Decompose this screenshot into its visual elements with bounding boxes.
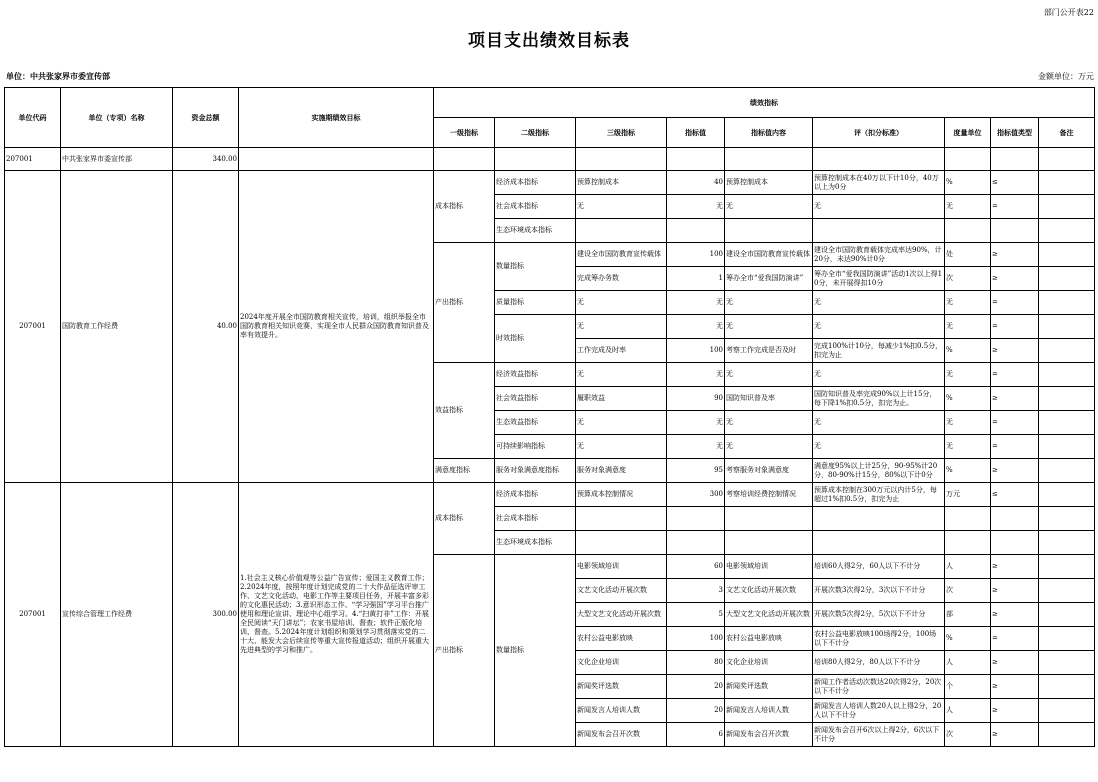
score-standard: 完成100%计10分，每减少1%扣0.5分，扣完为止 (813, 339, 945, 363)
score-standard: 建设全市国防教育载体完成率达90%，计20分，未达90%计0分 (813, 243, 945, 267)
indicator-content: 筹办全市“爱我国防演讲” (725, 267, 813, 291)
indicator-content: 文化企业培训 (725, 651, 813, 675)
indicator-value: 1 (667, 267, 725, 291)
project2-name: 宣传综合管理工作经费 (61, 483, 173, 747)
level2-indicator: 生态环境成本指标 (495, 219, 576, 243)
score-standard: 新闻工作者活动次数达20次得2分，20次以下不计分 (813, 675, 945, 699)
note-cell (1039, 219, 1095, 243)
note-cell (1039, 195, 1095, 219)
col-l3-header: 三级指标 (576, 118, 667, 148)
level3-indicator (576, 219, 667, 243)
indicator-value: 无 (667, 411, 725, 435)
note-cell (1039, 699, 1095, 723)
score-standard: 预算成本控制在300万元以内计5分，每超过1%扣0.5分，扣完为止 (813, 483, 945, 507)
level2-indicator: 时效指标 (495, 315, 576, 363)
level2-indicator: 社会成本指标 (495, 507, 576, 531)
indicator-value: 95 (667, 459, 725, 483)
indicator-value: 100 (667, 627, 725, 651)
indicator-content: 无 (725, 291, 813, 315)
note-cell (1039, 723, 1095, 747)
score-standard (813, 219, 945, 243)
performance-table (4, 87, 1095, 747)
level2-indicator: 经济成本指标 (495, 483, 576, 507)
value-type: ≥ (991, 579, 1039, 603)
value-type: ≥ (991, 555, 1039, 579)
indicator-content: 建设全市国防教育宣传载体 (725, 243, 813, 267)
indicator-value: 20 (667, 675, 725, 699)
measure-unit: 人 (945, 699, 991, 723)
col-goal-header: 实施期绩效目标 (239, 88, 434, 148)
indicator-content: 农村公益电影放映 (725, 627, 813, 651)
score-standard: 无 (813, 363, 945, 387)
indicator-value: 60 (667, 555, 725, 579)
measure-unit: 次 (945, 723, 991, 747)
score-standard: 新闻发布会召开6次以上得2分，6次以下不计分 (813, 723, 945, 747)
table-row (5, 171, 1095, 195)
indicator-value: 无 (667, 435, 725, 459)
value-type: ≥ (991, 459, 1039, 483)
level3-indicator: 电影领域培训 (576, 555, 667, 579)
level3-indicator: 履职效益 (576, 387, 667, 411)
indicator-value: 3 (667, 579, 725, 603)
score-standard: 预算控制成本在40万以下计10分，40万以上为0分 (813, 171, 945, 195)
measure-unit (945, 531, 991, 555)
indicator-content: 电影领域培训 (725, 555, 813, 579)
score-standard: 开展次数3次得2分，3次以下不计分 (813, 579, 945, 603)
note-cell (1039, 411, 1095, 435)
level2-indicator: 社会效益指标 (495, 387, 576, 411)
indicator-value: 300 (667, 483, 725, 507)
col-content-header: 指标值内容 (725, 118, 813, 148)
indicator-value: 100 (667, 243, 725, 267)
indicator-content: 考察工作完成是否及时 (725, 339, 813, 363)
value-type: = (991, 315, 1039, 339)
note-cell (1039, 315, 1095, 339)
indicator-content: 文艺文化活动开展次数 (725, 579, 813, 603)
indicator-value (667, 219, 725, 243)
level2-indicator: 数量指标 (495, 243, 576, 291)
indicator-value (667, 507, 725, 531)
corner-label: 部门公开表22 (1043, 8, 1094, 17)
note-cell (1039, 651, 1095, 675)
measure-unit: 万元 (945, 483, 991, 507)
dept-amount: 340.00 (173, 148, 239, 171)
note-cell (1039, 291, 1095, 315)
table-row (5, 483, 1095, 507)
score-standard: 无 (813, 435, 945, 459)
level3-indicator: 新闻发言人培训人数 (576, 699, 667, 723)
score-standard: 满意度95%以上计25分，90-95%计20分，80-90%计15分，80%以下计0分 (813, 459, 945, 483)
score-standard: 无 (813, 195, 945, 219)
indicator-content: 无 (725, 363, 813, 387)
indicator-content: 考察培训经费控制情况 (725, 483, 813, 507)
measure-unit: 处 (945, 243, 991, 267)
measure-unit: % (945, 627, 991, 651)
note-cell (1039, 603, 1095, 627)
score-standard (813, 531, 945, 555)
indicator-value: 20 (667, 699, 725, 723)
score-standard: 新闻发言人培训人数20人以上得2分，20人以下不计分 (813, 699, 945, 723)
level3-indicator: 工作完成及时率 (576, 339, 667, 363)
value-type: ≥ (991, 339, 1039, 363)
score-standard: 农村公益电影放映100场得2分，100场以下不计分 (813, 627, 945, 651)
project1-goal: 2024年度开展全市国防教育相关宣传，培训，组织举报全市国防教育相关知识竞赛，实现全市人民群众国防教育知识普及率有效提升。 (239, 171, 434, 483)
level3-indicator (576, 531, 667, 555)
value-type: ≥ (991, 675, 1039, 699)
indicator-content: 预算控制成本 (725, 171, 813, 195)
note-cell (1039, 627, 1095, 651)
level3-indicator (576, 507, 667, 531)
level2-indicator: 可持续影响指标 (495, 435, 576, 459)
indicator-value: 80 (667, 651, 725, 675)
value-type: ≥ (991, 723, 1039, 747)
level3-indicator: 服务对象满意度 (576, 459, 667, 483)
score-standard: 培训60人得2分，60人以下不计分 (813, 555, 945, 579)
value-type: = (991, 435, 1039, 459)
level3-indicator: 农村公益电影放映 (576, 627, 667, 651)
level3-indicator: 预算成本控制情况 (576, 483, 667, 507)
level1-indicator: 产出指标 (434, 555, 495, 747)
col-measure-header: 度量单位 (945, 118, 991, 148)
col-amount-header: 资金总额 (173, 88, 239, 148)
value-type (991, 507, 1039, 531)
level3-indicator: 无 (576, 411, 667, 435)
measure-unit: % (945, 171, 991, 195)
level3-indicator: 无 (576, 291, 667, 315)
measure-unit: 无 (945, 195, 991, 219)
value-type: = (991, 363, 1039, 387)
level1-indicator: 效益指标 (434, 363, 495, 459)
level3-indicator: 预算控制成本 (576, 171, 667, 195)
level1-indicator: 满意度指标 (434, 459, 495, 483)
col-note-header: 备注 (1039, 118, 1095, 148)
note-cell (1039, 555, 1095, 579)
dept-row (5, 148, 1095, 171)
level2-indicator: 质量指标 (495, 291, 576, 315)
indicator-content: 无 (725, 195, 813, 219)
note-cell (1039, 579, 1095, 603)
score-standard: 无 (813, 291, 945, 315)
note-cell (1039, 459, 1095, 483)
level3-indicator: 完成筹办务数 (576, 267, 667, 291)
level3-indicator: 无 (576, 195, 667, 219)
measure-unit: 人 (945, 651, 991, 675)
value-type: = (991, 195, 1039, 219)
dept-code: 207001 (5, 148, 61, 171)
indicator-content: 考察服务对象满意度 (725, 459, 813, 483)
indicator-content (725, 219, 813, 243)
level3-indicator: 新闻奖评选数 (576, 675, 667, 699)
indicator-value: 6 (667, 723, 725, 747)
score-standard (813, 507, 945, 531)
dept-name: 中共张家界市委宣传部 (61, 148, 173, 171)
project1-name: 国防教育工作经费 (61, 171, 173, 483)
value-type: ≥ (991, 699, 1039, 723)
value-type (991, 531, 1039, 555)
value-type (991, 219, 1039, 243)
indicator-value: 无 (667, 363, 725, 387)
indicator-content: 无 (725, 411, 813, 435)
indicator-value: 90 (667, 387, 725, 411)
note-cell (1039, 339, 1095, 363)
note-cell (1039, 483, 1095, 507)
value-type: ≥ (991, 387, 1039, 411)
measure-unit: % (945, 339, 991, 363)
level2-indicator: 经济效益指标 (495, 363, 576, 387)
measure-unit: 次 (945, 579, 991, 603)
col-l1-header: 一级指标 (434, 118, 495, 148)
measure-unit: 人 (945, 555, 991, 579)
col-l2-header: 二级指标 (495, 118, 576, 148)
score-standard: 筹办全市“爱我国防演讲”活动1次以上得10分，未开展得扣10分 (813, 267, 945, 291)
value-type: ≤ (991, 483, 1039, 507)
project2-code: 207001 (5, 483, 61, 747)
indicator-content (725, 531, 813, 555)
measure-unit: 部 (945, 603, 991, 627)
level1-indicator: 产出指标 (434, 243, 495, 363)
score-standard: 开展次数5次得2分，5次以下不计分 (813, 603, 945, 627)
indicator-content: 新闻奖评选数 (725, 675, 813, 699)
note-cell (1039, 243, 1095, 267)
project1-amount: 40.00 (173, 171, 239, 483)
note-cell (1039, 675, 1095, 699)
col-name-header: 单位（专项）名称 (61, 88, 173, 148)
level3-indicator: 大型文艺文化活动开展次数 (576, 603, 667, 627)
level2-indicator: 服务对象满意度指标 (495, 459, 576, 483)
note-cell (1039, 387, 1095, 411)
value-type: ≤ (991, 171, 1039, 195)
level1-indicator: 成本指标 (434, 171, 495, 243)
indicator-content: 新闻发布会召开次数 (725, 723, 813, 747)
indicator-content: 国防知识普及率 (725, 387, 813, 411)
money-unit-label: 金额单位：万元 (1038, 72, 1094, 81)
level3-indicator: 新闻发布会召开次数 (576, 723, 667, 747)
value-type: ≥ (991, 243, 1039, 267)
measure-unit: 无 (945, 315, 991, 339)
col-perf-header: 绩效指标 (434, 88, 1095, 118)
indicator-value: 40 (667, 171, 725, 195)
indicator-content: 无 (725, 435, 813, 459)
note-cell (1039, 531, 1095, 555)
level2-indicator: 数量指标 (495, 555, 576, 747)
indicator-content: 新闻发言人培训人数 (725, 699, 813, 723)
indicator-value: 5 (667, 603, 725, 627)
col-code-header: 单位代码 (5, 88, 61, 148)
score-standard: 培训80人得2分，80人以下不计分 (813, 651, 945, 675)
measure-unit: 无 (945, 435, 991, 459)
level3-indicator: 无 (576, 315, 667, 339)
measure-unit: % (945, 387, 991, 411)
col-value-header: 指标值 (667, 118, 725, 148)
level3-indicator: 无 (576, 435, 667, 459)
project2-goal: 1.社会主义核心价值观等公益广告宣传；爱国主义教育工作；2.2024年度，按照年度计划完成党的二十大作品征选评审工作、文艺文化活动、电影工作等主要项目任务，开展丰富多彩的文化惠民活动；3.意识形态工作、“学习强国”学习平台推广使用和理论宣讲、理论中心组学习。4.“扫黄打非”工作：开展全民阅读“天门讲坛”；农家书屋培训、督查；软件正版化培训、督查。5.2024年度计划组织和策划学习贯彻落实党的二十大、能发大会后续宣传等重大宣传报道活动；组织开展重大先进典型的学习和推广。 (239, 483, 434, 747)
level2-indicator: 社会成本指标 (495, 195, 576, 219)
value-type: ≥ (991, 651, 1039, 675)
level2-indicator: 生态环境成本指标 (495, 531, 576, 555)
project1-code: 207001 (5, 171, 61, 483)
score-standard: 国防知识普及率完成90%以上计15分，每下降1%扣0.5分，扣完为止。 (813, 387, 945, 411)
col-type-header: 指标值类型 (991, 118, 1039, 148)
measure-unit: 次 (945, 267, 991, 291)
note-cell (1039, 507, 1095, 531)
indicator-value: 100 (667, 339, 725, 363)
note-cell (1039, 171, 1095, 195)
level1-indicator: 成本指标 (434, 483, 495, 555)
project2-amount: 300.00 (173, 483, 239, 747)
note-cell (1039, 435, 1095, 459)
indicator-value (667, 531, 725, 555)
level3-indicator: 建设全市国防教育宣传载体 (576, 243, 667, 267)
indicator-content (725, 507, 813, 531)
measure-unit: % (945, 459, 991, 483)
score-standard: 无 (813, 315, 945, 339)
level3-indicator: 无 (576, 363, 667, 387)
indicator-value: 无 (667, 315, 725, 339)
measure-unit: 无 (945, 291, 991, 315)
measure-unit: 个 (945, 675, 991, 699)
indicator-value: 无 (667, 195, 725, 219)
page-title: 项目支出绩效目标表 (468, 31, 630, 51)
indicator-value: 无 (667, 291, 725, 315)
level2-indicator: 经济成本指标 (495, 171, 576, 195)
level3-indicator: 文化企业培训 (576, 651, 667, 675)
level3-indicator: 文艺文化活动开展次数 (576, 579, 667, 603)
unit-label: 单位：中共张家界市委宣传部 (6, 71, 110, 81)
value-type: ≥ (991, 267, 1039, 291)
value-type: ≥ (991, 603, 1039, 627)
level2-indicator: 生态效益指标 (495, 411, 576, 435)
measure-unit: 无 (945, 363, 991, 387)
value-type: = (991, 627, 1039, 651)
note-cell (1039, 363, 1095, 387)
note-cell (1039, 267, 1095, 291)
indicator-content: 无 (725, 315, 813, 339)
measure-unit: 无 (945, 411, 991, 435)
indicator-content: 大型文艺文化活动开展次数 (725, 603, 813, 627)
score-standard: 无 (813, 411, 945, 435)
value-type: = (991, 291, 1039, 315)
measure-unit (945, 507, 991, 531)
measure-unit (945, 219, 991, 243)
value-type: = (991, 411, 1039, 435)
col-score-header: 评（扣分标准） (813, 118, 945, 148)
